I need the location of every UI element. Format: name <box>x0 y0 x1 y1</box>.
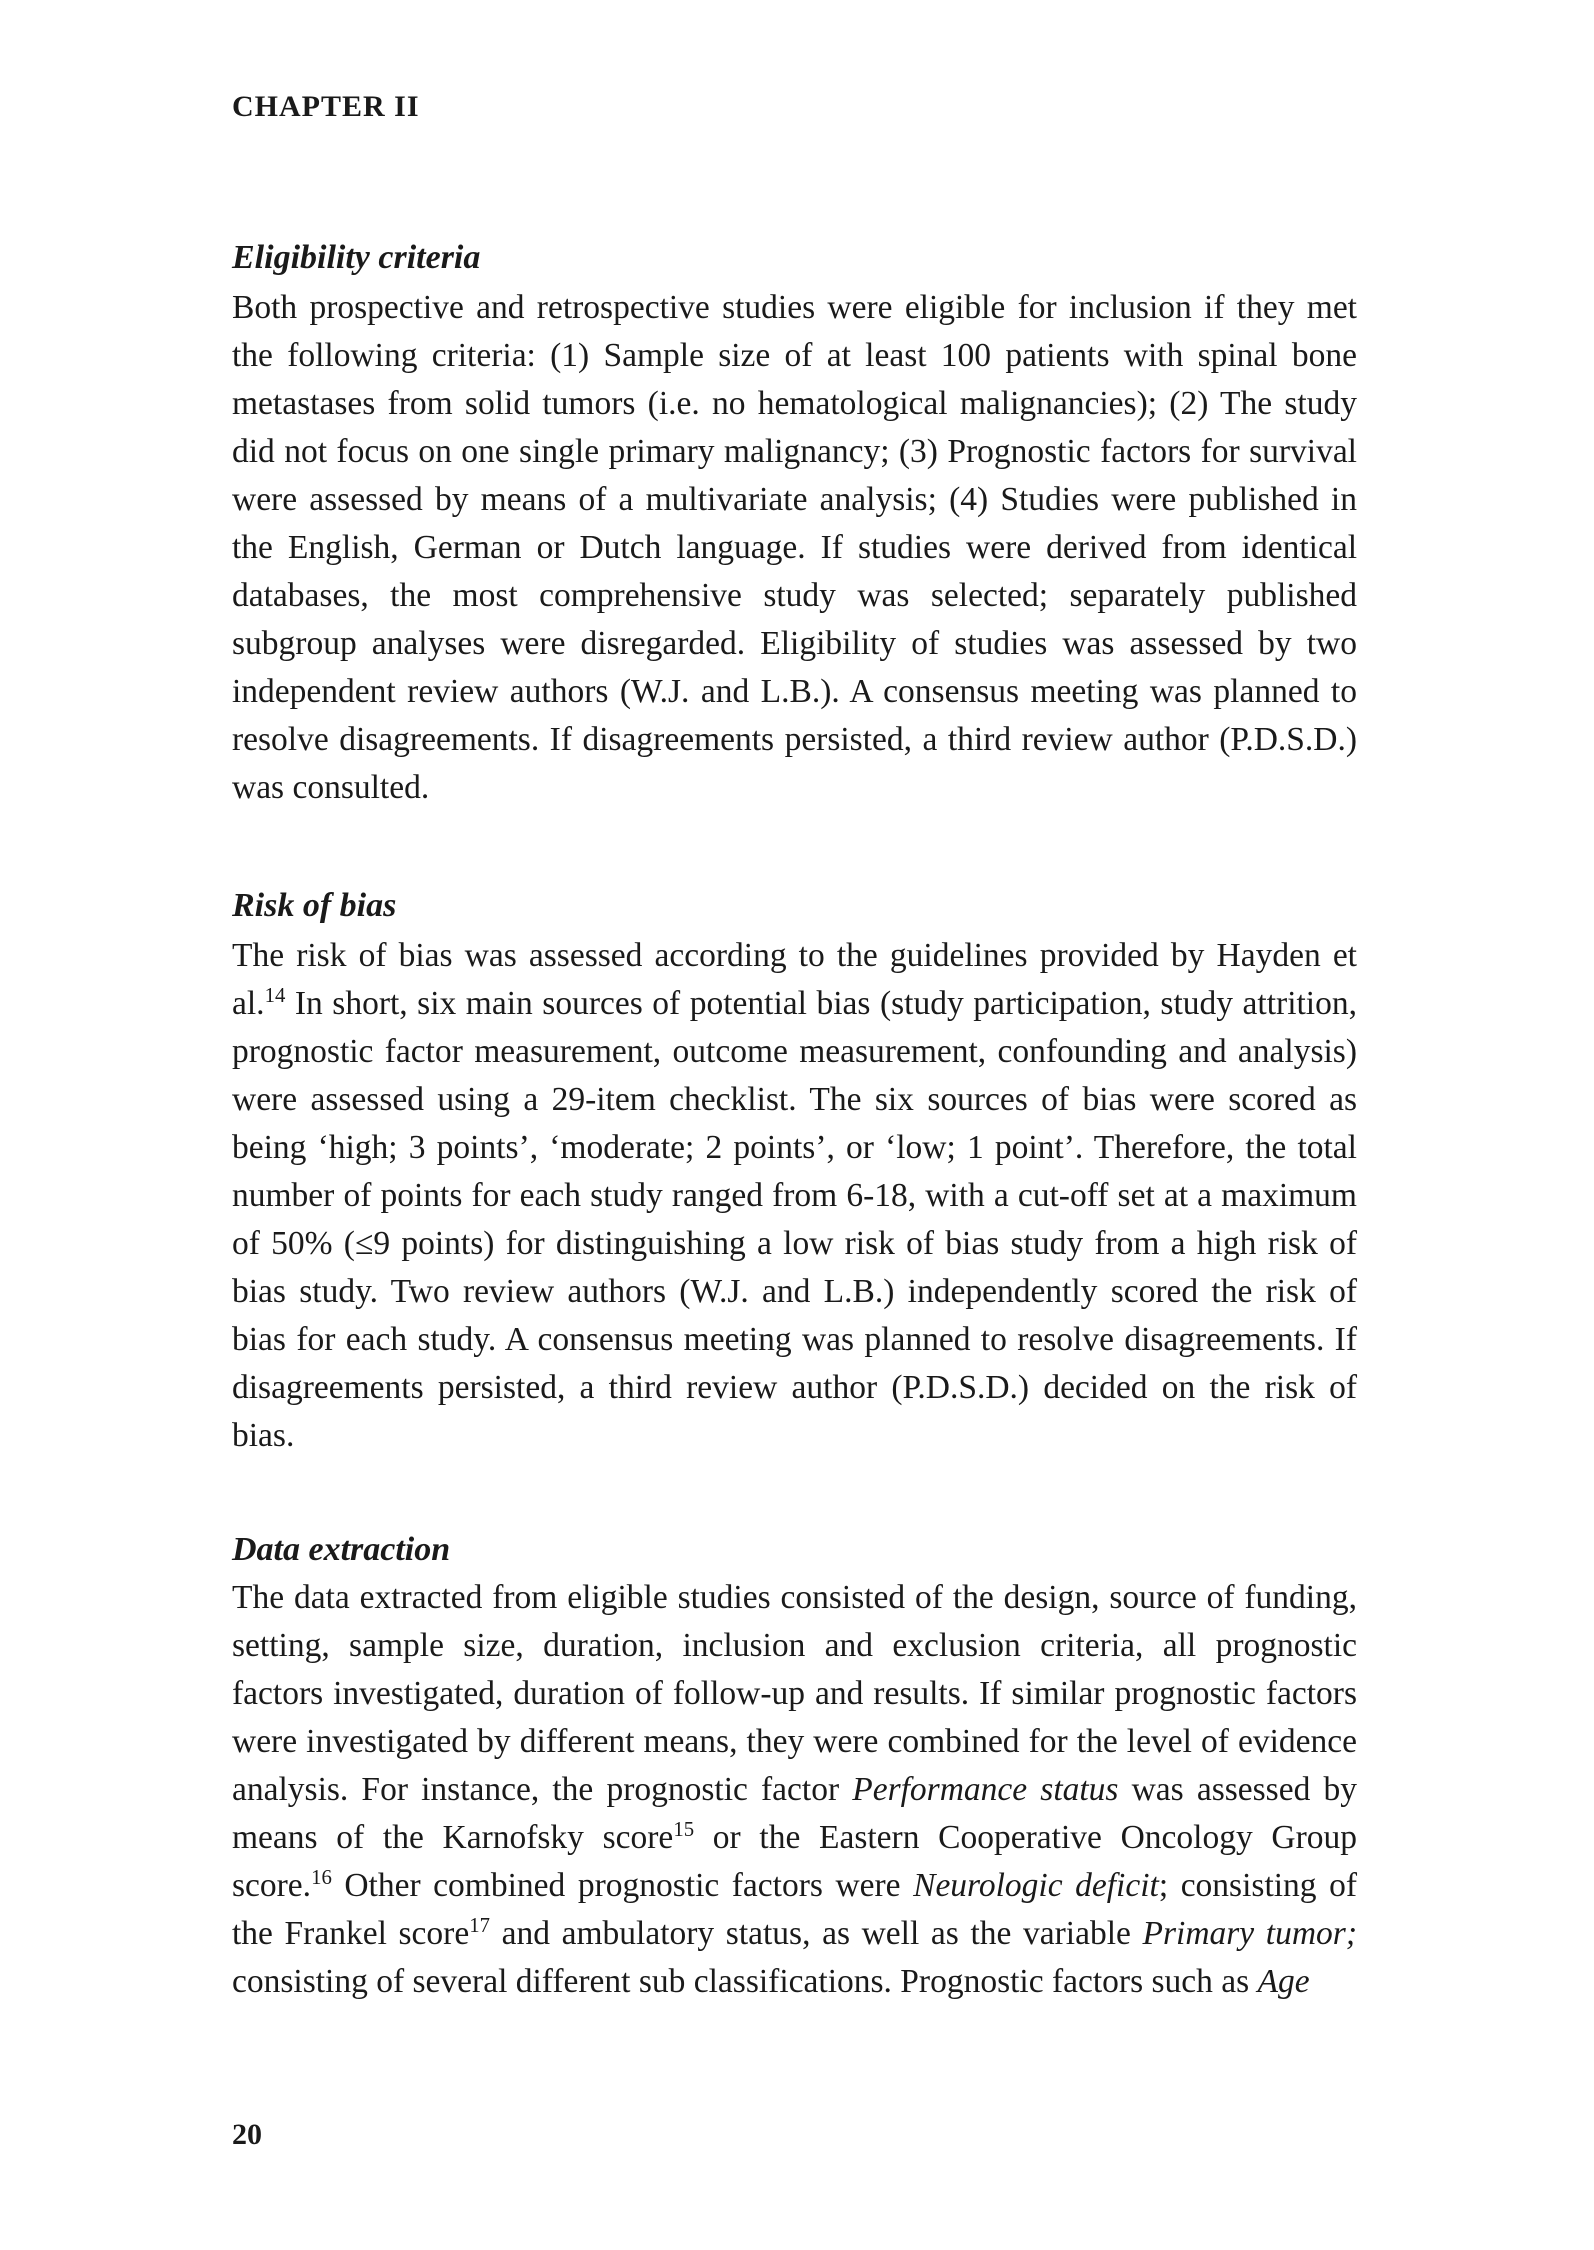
section-heading-risk-of-bias: Risk of bias <box>232 887 397 924</box>
paragraph-risk-of-bias: The risk of bias was assessed according to the guidelines provided by Hayden et al.$^{14}$ In short, six main sources of potential bias (study participation, study attrition, prognostic factor measurement, outcome measurement, confounding and analysis) were assessed using a 29-item checklist. The six sources of bias were scored as being ‘high; 3 points’, ‘moderate; 2 points’, or ‘low; 1 point’. Therefore, the total number of points for each study ranged from 6-18, with a cut-off set at a maximum of 50% (≤9 points) for distinguishing a low risk of bias study from a high risk of bias study. Two review authors (W.J. and L.B.) independently scored the risk of bias for each study. A consensus meeting was planned to resolve disagreements. If disagreements persisted, a third review author (P.D.S.D.) decided on the risk of bias. <box>232 937 1357 1454</box>
section-heading-eligibility-criteria: Eligibility criteria <box>232 239 481 276</box>
paragraph-data-extraction: The data extracted from eligible studies consisted of the design, source of funding, setting, sample size, duration, inclusion and exclusion criteria, all prognostic factors investigated, duration of follow-up and results. If similar prognostic factors were investigated by different means, they were combined for the level of evidence analysis. For instance, the prognostic factor Performance status was assessed by means of the Karnofsky score$^{15}$ or the Eastern Cooperative Oncology Group score.$^{16}$ Other combined prognostic factors were Neurologic deficit; consisting of the Frankel score$^{17}$ and ambulatory status, as well as the variable Primary tumor; consisting of several different sub classifications. Prognostic factors such as Age <box>232 1579 1357 2000</box>
paragraph-eligibility-criteria: Both prospective and retrospective studies were eligible for inclusion if they met the following criteria: (1) Sample size of at least 100 patients with spinal bone metastases from solid tumors (i.e. no hematological malignancies); (2) The study did not focus on one single primary malignancy; (3) Prognostic factors for survival were assessed by means of a multivariate analysis; (4) Studies were published in the English, German or Dutch language. If studies were derived from identical databases, the most comprehensive study was selected; separately published subgroup analyses were disregarded. Eligibility of studies was assessed by two independent review authors (W.J. and L.B.). A consensus meeting was planned to resolve disagreements. If disagreements persisted, a third review author (P.D.S.D.) was consulted. <box>232 289 1357 806</box>
chapter-header: CHAPTER II <box>232 90 420 123</box>
page-number: 20 <box>232 2118 262 2151</box>
section-heading-data-extraction: Data extraction <box>232 1531 451 1568</box>
